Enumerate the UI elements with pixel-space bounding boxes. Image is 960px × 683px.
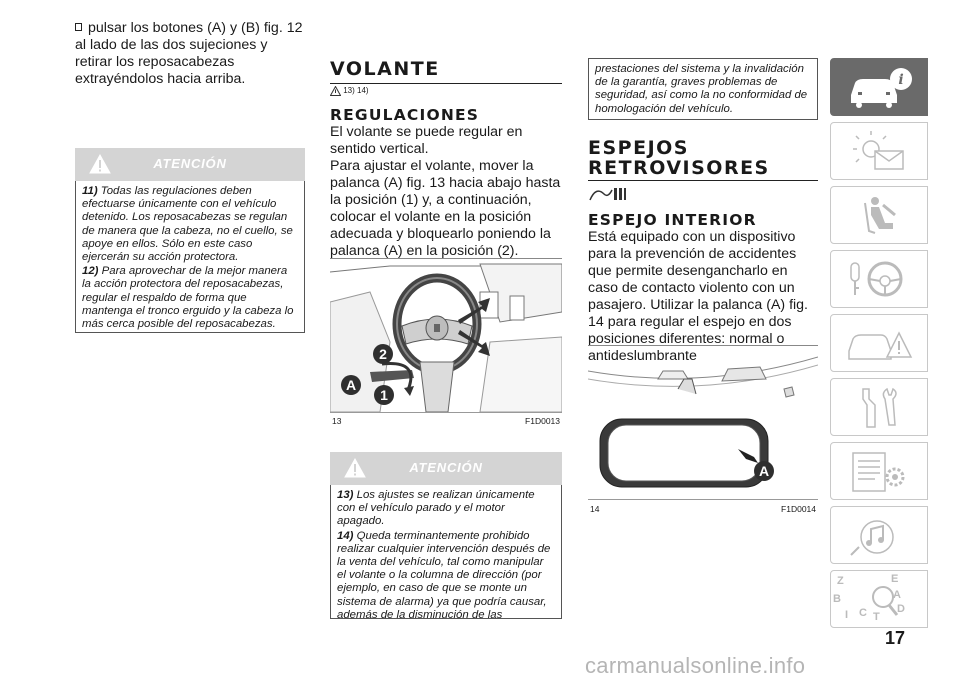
paragraph: El volante se puede regular en sentido vertical. [330,124,523,157]
divider [330,83,562,84]
figure-label-2: 2 [373,344,393,364]
tab-lights-messages[interactable] [830,122,928,180]
tab-emergency[interactable] [830,314,928,372]
figure-code: F1D0014 [781,504,816,514]
divider [588,180,818,181]
warning-block-2 [330,452,562,619]
mirror-illustration [588,349,818,499]
page-number: 17 [885,628,906,648]
subsection-title: ESPEJO INTERIOR [588,211,757,229]
refs-line: 13) 14) [330,86,369,96]
warning-header [75,148,305,181]
watermark: carmanualsonline.info [585,653,806,678]
warning-triangle-small-icon [330,86,341,96]
figure-14-rearview-mirror [588,349,818,500]
warning-item: 12) Para aprovechar de la mejor manera la acción protectora del reposacabezas, regular el respaldo de forma que mantenga el tronco erguido y la cabeza lo más cerca posible del reposacabezas. [82,265,294,331]
checkbox-bullet-icon [75,23,82,31]
figure-13-steering-wheel [330,262,562,413]
warning-label: ATENCIÓN [409,460,483,475]
tab-multimedia[interactable] [830,506,928,564]
tab-index[interactable]: Z E B A I C T D [830,570,928,628]
paragraph: Para ajustar el volante, mover la palanca (A) fig. 13 hacia abajo hasta la posición (1) y, a continuación, colocar el volante en la posición adecuada y bloquearlo poniendo la palanca (A) en la posición (2). [330,158,561,259]
tab-technical-data[interactable] [830,442,928,500]
warning-text-box [330,485,562,619]
car-warning-icon [845,321,915,367]
section-title: VOLANTE [330,58,440,80]
figure-code: F1D0013 [525,416,560,426]
index-letters-icon [845,577,915,623]
figure-number: 13 [332,416,342,426]
note-icon [588,184,628,204]
subsection-title: REGULACIONES [330,106,480,124]
list-settings-icon [845,449,915,495]
svg-text:i: i [898,72,904,88]
car-info-icon [845,65,915,111]
warning-block-1 [75,148,305,333]
tab-safety[interactable] [830,186,928,244]
warning-item: 11) Todas las regulaciones deben efectuarse únicamente con el vehículo detenido. Los reposacabezas se regulan de manera que la cabeza, no el cuello, se apoye en ellos. Sólo en este caso ejercerán su acción protectora. [82,185,293,264]
tab-maintenance[interactable] [830,378,928,436]
figure-label-a: A [341,375,361,395]
warning-label: ATENCIÓN [153,156,227,171]
tools-icon [845,385,915,431]
tab-car-info[interactable] [830,58,928,116]
section-title-line-2: RETROVISORES [588,157,770,179]
figure-label-1: 1 [374,385,394,405]
warning-item: 14) Queda terminantemente prohibido realizar cualquier intervención después de la venta del vehículo, tal como manipular el volante o la columna de dirección (por ejemplo, en caso de que se monte un sistema de alarma) ya que podría causar, además de la disminución de las [337,529,551,621]
warning-text-box [75,181,305,333]
music-nav-icon [845,513,915,559]
steering-wheel-illustration [330,262,562,412]
figure-number: 14 [590,504,600,514]
figure-label-a: A [754,461,774,481]
tab-starting-driving[interactable] [830,250,928,308]
paragraph: Está equipado con un dispositivo para la prevención de accidentes que permite desengancharlo en caso de contacto violento con un pasajero. Utilizar la palanca (A) fig. 14 para regular el espejo en dos posiciones diferentes: normal o antideslumbrante [588,229,809,364]
warning-header [330,452,562,485]
lights-message-icon [845,129,915,175]
warning-item: 13) Los ajustes se realizan únicamente con el vehículo parado y el motor apagado. [337,489,535,528]
section-title-line-1: ESPEJOS [588,137,689,159]
airbag-seat-icon [845,193,915,239]
warning-continuation-box: prestaciones del sistema y la invalidación de la garantía, graves problemas de seguridad, así como la no conformidad de homologación del vehículo. [588,58,818,120]
key-steering-icon [845,257,915,303]
bullet-paragraph: pulsar los botones (A) y (B) fig. 12 al lado de las dos sujeciones y retirar los reposacabezas extrayéndolos hacia arriba. [75,20,303,87]
